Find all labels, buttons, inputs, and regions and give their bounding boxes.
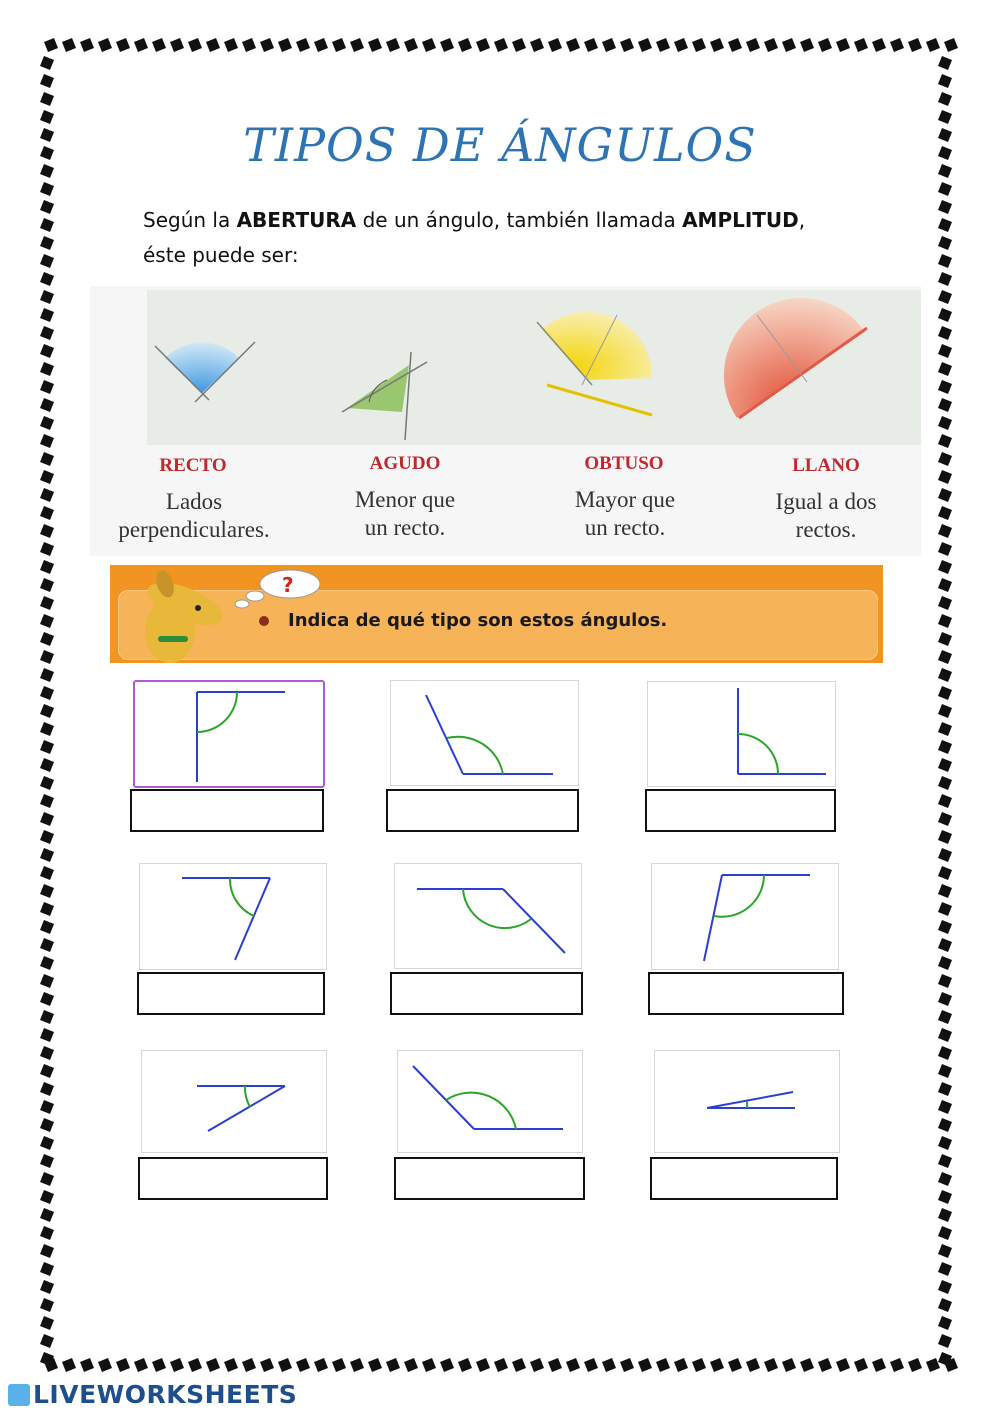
answer-box-3[interactable] <box>645 789 836 832</box>
exercise-angle-9[interactable] <box>654 1050 840 1153</box>
answer-box-4[interactable] <box>137 972 325 1015</box>
straight-angle-illustration <box>724 298 867 418</box>
answer-box-9[interactable] <box>650 1157 838 1200</box>
lws-square-icon <box>8 1384 30 1406</box>
right-angle-illustration <box>155 342 255 402</box>
answer-box-1[interactable] <box>130 789 324 832</box>
answer-box-7[interactable] <box>138 1157 328 1200</box>
angle-figure-3 <box>648 682 835 786</box>
exercise-angle-7[interactable] <box>141 1050 327 1153</box>
type-desc-straight: Igual a dos rectos. <box>775 489 877 542</box>
exercise-angle-4[interactable] <box>139 863 327 970</box>
exercise-angle-3[interactable] <box>647 681 836 787</box>
exercise-angle-6[interactable] <box>651 863 839 970</box>
type-name-right: RECTO <box>159 455 227 476</box>
angle-figure-4 <box>140 864 326 969</box>
type-name-straight: LLANO <box>792 455 860 476</box>
answer-box-2[interactable] <box>386 789 579 832</box>
type-desc-right: Lados perpendiculares. <box>118 489 270 542</box>
exercise-angle-1[interactable] <box>133 680 325 788</box>
exercise-angle-5[interactable] <box>394 863 582 969</box>
angle-figure-7 <box>142 1051 326 1152</box>
type-name-acute: AGUDO <box>369 453 441 474</box>
answer-box-6[interactable] <box>648 972 844 1015</box>
angle-figure-5 <box>395 864 581 968</box>
angle-figure-2 <box>391 681 578 785</box>
exercise-angle-2[interactable] <box>390 680 579 786</box>
angle-figure-8 <box>398 1051 582 1152</box>
type-name-obtuse: OBTUSO <box>584 453 664 474</box>
answer-box-5[interactable] <box>390 972 583 1015</box>
liveworksheets-logo[interactable]: LIVEWORKSHEETS <box>8 1380 297 1409</box>
page-title: TIPOS DE ÁNGULOS <box>243 118 757 172</box>
angle-types-drawings <box>147 290 921 445</box>
acute-angle-illustration <box>342 352 427 440</box>
type-desc-obtuse: Mayor que un recto. <box>574 487 676 540</box>
angle-figure-6 <box>652 864 838 969</box>
intro-text: Según la ABERTURA de un ángulo, también llamada AMPLITUD, éste puede ser: <box>143 208 806 267</box>
exercise-angle-8[interactable] <box>397 1050 583 1153</box>
thought-bubble-question: ? <box>282 573 294 597</box>
angle-figure-1 <box>135 682 323 786</box>
answer-box-8[interactable] <box>394 1157 585 1200</box>
instruction-text: Indica de qué tipo son estos ángulos. <box>288 610 668 631</box>
type-desc-acute: Menor que un recto. <box>354 487 456 540</box>
obtuse-angle-illustration <box>537 312 652 415</box>
angle-figure-9 <box>655 1051 839 1152</box>
